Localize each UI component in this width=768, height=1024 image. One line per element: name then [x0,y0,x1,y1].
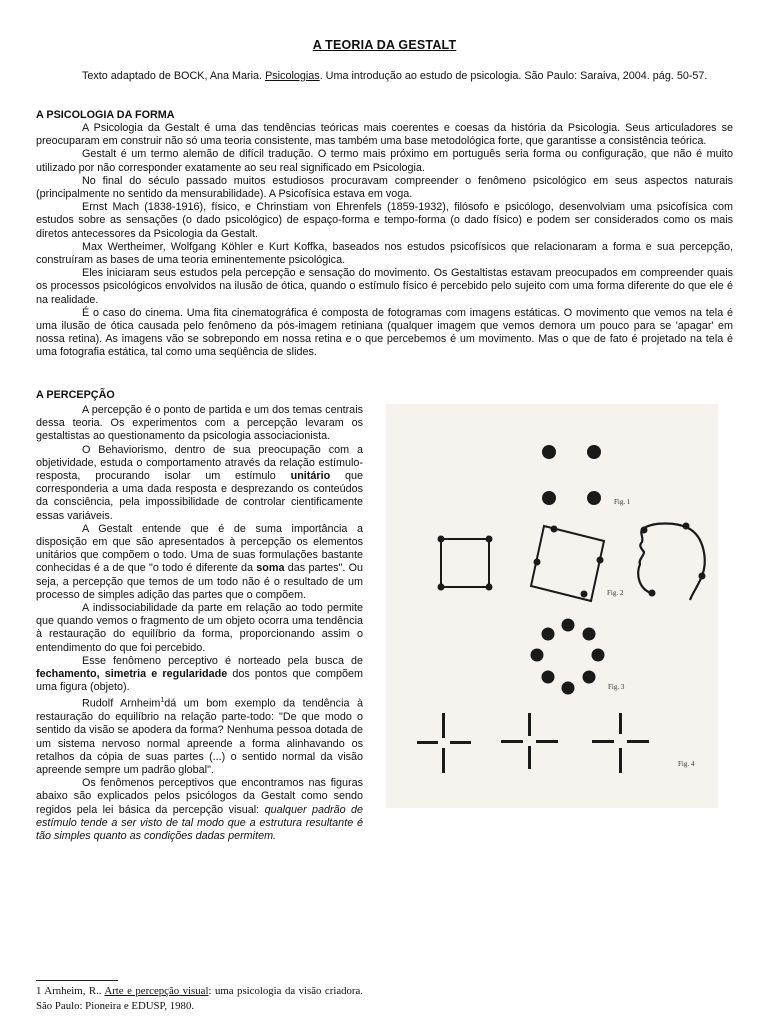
cross-bar [627,740,649,743]
section-percepcao [36,389,363,843]
dot [531,649,544,662]
dot [562,682,575,695]
corner-dot [486,584,493,591]
contour-dot [649,590,656,597]
footnote-prefix: 1 Arnheim, R.. [36,985,105,997]
paragraph [36,694,363,777]
paragraph: A percepção é o ponto de partida e um dos temas centrais dessa teoria. Os experimentos com a percepção levaram os gestaltistas ao questionamento da psicologia associacionista. [36,404,363,443]
text-run: Rudolf Arnheim [82,698,161,711]
source-book-title: Psicologias [265,70,320,82]
cross-bar [528,746,531,769]
bold-term: fechamento, simetria e regularidade [36,668,228,681]
dot [542,445,556,459]
section-psicologia-da-forma [36,109,733,360]
fig1-label: Fig. 1 [614,498,631,506]
paragraph: Ernst Mach (1838-1916), físico, e Chrinstiam von Ehrenfels (1859-1932), filósofo e psicólogo, desenvolviam uma psicofísica com estudos sobre as sensações (o dado psicológico) de espaço-forma e tempo-forma (o dado físico) e podem ser considerados como os mais diretos antecessores da Psicologia da Gestalt. [36,201,733,240]
cross-bar [528,713,531,736]
dot [542,628,555,641]
paragraph: A indissociabilidade da parte em relação ao todo permite que quando vemos o fragmento de um objeto ocorra uma tendência à restauração do equilíbrio da forma, proporcionando assim o entendimento do que foi percebido. [36,602,363,654]
footnote-marker: 1 [160,697,165,705]
paragraph [36,655,363,695]
paragraph: Gestalt é um termo alemão de difícil tradução. O termo mais próximo em português seria forma ou configuração, que não é muito utilizado por não corresponder exatamente ao seu real significado em Psicologia. [36,148,733,174]
fig3-label: Fig. 3 [608,683,625,691]
footnote [36,984,363,1014]
paragraph [36,777,363,843]
fig4-label: Fig. 4 [678,760,695,768]
corner-dot [534,559,541,566]
dot [583,671,596,684]
text-run: O Behaviorismo, dentro de sua preocupação com a objetividade, estuda o comportamento através da relação estímulo-resposta, procurando isolar um estímulo [36,443,363,483]
dot [542,491,556,505]
text-run: dá um bom exemplo da tendência à restauração do equilíbrio na relação parte-todo: "De que modo o sentido da visão se apodera da forma? Nenhuma pessoa dotada de um sistema nervoso normal apreende a forma alinhavando os retalhos da cópia de suas partes (...) o sentido normal da visão apreende sempre um padrão global". [36,698,363,777]
text-run: A Gestalt entende que é de suma importância a disposição em que são apresentados à percepção os elementos unitários que compõem o todo. Uma de suas formulações bastante conhecidas é a de que "o todo é diferente da [36,522,363,575]
paragraph [36,444,363,523]
corner-dot [551,526,558,533]
text-run: Esse fenômeno perceptivo é norteado pela busca de [82,654,363,667]
paragraph: No final do século passado muitos estudiosos procuravam compreender o fenômeno psicológico em seus aspectos naturais (principalmente no sentido da mensurabilidade). A Psicofísica estava em voga. [36,174,733,201]
gestalt-figures-svg [386,404,718,808]
cross-bar [442,713,445,738]
dot [587,445,601,459]
contour-dot [641,527,648,534]
dot [587,491,601,505]
corner-dot [438,536,445,543]
text-run: dos pontos que compõem uma figura (objeto). [36,668,363,694]
figure-background [386,404,718,808]
paragraph [36,523,363,602]
text-run: das partes". Ou seja, a percepção que temos de um todo não é o resultado de um processo de simples adição das partes que o compõem. [36,562,363,601]
paragraph: Eles iniciaram seus estudos pela percepção e sensação do movimento. Os Gestaltistas estavam preocupados em compreender quais os processos psicológicos envolvidos na ilusão de ótica, quando o estímulo físico é percebido pelo sujeito com uma forma diferente do que ele é na realidade. [36,267,733,306]
contour-dot [699,573,706,580]
corner-dot [581,591,588,598]
text-run: Os fenômenos perceptivos que encontramos nas figuras abaixo são explicados pelos psicólogos da Gestalt como sendo regidos pela lei básica da percepção visual: [36,777,363,816]
page-title: A TEORIA DA GESTALT [312,38,457,52]
source-reference [36,69,733,83]
footnote-divider [36,980,118,981]
fig2-label: Fig. 2 [607,589,624,597]
paragraph: A Psicologia da Gestalt é uma das tendências teóricas mais coerentes e coesas da história da Psicologia. Seus articuladores se preocuparam em construir não só uma teoria consistente, mas também uma base metodológica forte, que garantisse a consistência teórica. [36,122,733,148]
dot [542,671,555,684]
contour-dot [683,523,690,530]
dot [592,649,605,662]
corner-dot [486,536,493,543]
cross-bar [536,740,558,743]
source-suffix: . Uma introdução ao estudo de psicologia. São Paulo: Saraiva, 2004. pág. 50-57. [319,70,708,82]
corner-dot [597,557,604,564]
italic-quote: qualquer padrão de estímulo tende a ser visto de tal modo que a estrutura resultante é tão simples quanto as condições dadas permitem. [36,803,363,843]
paragraph: É o caso do cinema. Uma fita cinematográfica é composta de fotogramas com imagens estáticas. O movimento que vemos na tela é uma ilusão de ótica causada pelo fenômeno da pós-imagem retiniana (qualquer imagem que vemos demora um pouco para se 'apagar' em nossa retina). As imagens vão se sobrepondo em nossa retina e o que percebemos é um movimento. Mas o que de fato é projetado na tela é uma fotografia estática, tal como uma seqüência de slides. [36,306,733,359]
section-heading: A PSICOLOGIA DA FORMA [36,109,175,121]
cross-bar [619,713,622,734]
source-prefix: Texto adaptado de BOCK, Ana Maria. [82,70,266,82]
cross-bar [450,741,471,744]
cross-bar [592,740,614,743]
section-heading: A PERCEPÇÃO [36,389,115,401]
footnote-book-title: Arte e percepção visual [104,985,209,997]
bold-term: soma [256,562,285,575]
text-run: que corresponderia a uma dada resposta e desprezando os conteúdos da consciência, pela impossibilidade de controlar cientificamente essas variáveis. [36,470,364,522]
paragraph: Max Wertheimer, Wolfgang Köhler e Kurt Koffka, baseados nos estudos psicofísicos que relacionaram a forma e sua percepção, construíram as bases de uma teoria eminentemente psicológica. [36,240,733,267]
bold-term: unitário [290,470,331,483]
dot [583,628,596,641]
dot [562,619,575,632]
gestalt-figures-image [386,404,718,808]
cross-bar [442,748,445,773]
cross-bar [501,740,523,743]
cross-bar [619,748,622,773]
cross-bar [417,741,438,744]
footnote-suffix: : uma psicologia da visão criadora. São Paulo: Pioneira e EDUSP, 1980. [36,985,363,1012]
corner-dot [438,584,445,591]
